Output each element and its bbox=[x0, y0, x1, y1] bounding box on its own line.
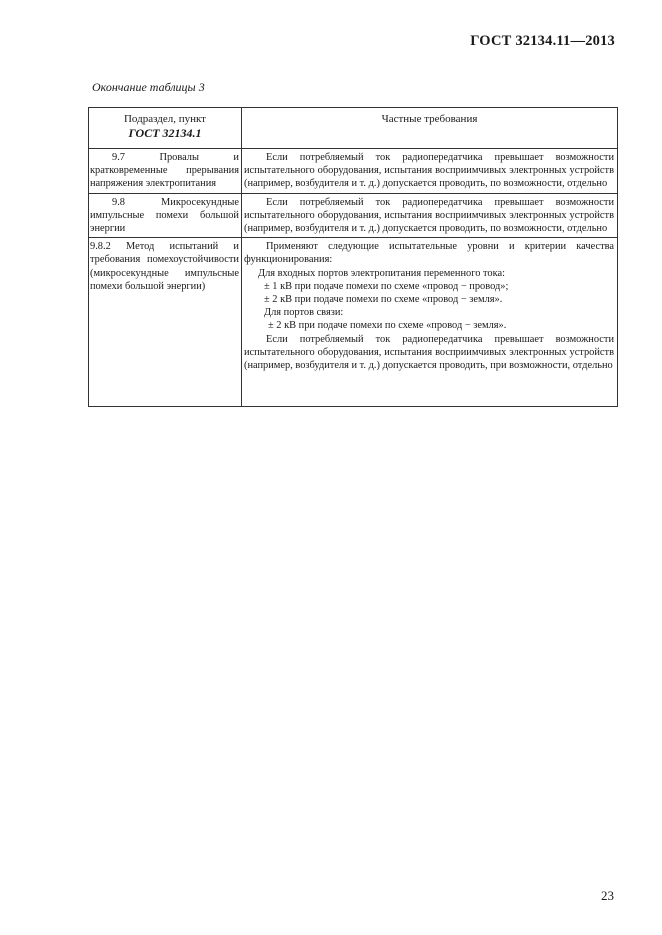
requirement-cell bbox=[242, 193, 618, 238]
requirement-text: Если потребляемый ток радиопередатчика превышает возможности испытательного оборудования, испытания восприимчивых электронных устройств (например, возбудителя и т. д.) допускается проводить, по возможности, отдельно bbox=[244, 196, 614, 235]
table-row bbox=[89, 193, 618, 238]
section-cell bbox=[89, 238, 242, 407]
section-cell bbox=[89, 193, 242, 238]
table-header-row bbox=[89, 108, 618, 149]
col-header-requirements: Частные требования bbox=[242, 108, 618, 149]
requirement-text: Для портов связи: bbox=[264, 307, 344, 319]
requirement-text: ± 2 кВ при подаче помехи по схеме «провод − земля». bbox=[264, 294, 503, 306]
standard-code-header: ГОСТ 32134.11—2013 bbox=[470, 33, 615, 49]
page-number: 23 bbox=[601, 888, 614, 903]
col-header-section-ref: ГОСТ 32134.1 bbox=[128, 126, 202, 140]
requirement-text: Если потребляемый ток радиопередатчика превышает возможности испытательного оборудования, испытания восприимчивых электронных устройств (например, возбудителя и т. д.) допускается проводить, по возможности, отдельно bbox=[244, 152, 614, 190]
section-text: 9.8 Микросекундные импульсные помехи большой энергии bbox=[90, 196, 239, 235]
table-row bbox=[89, 149, 618, 194]
requirement-text: Если потребляемый ток радиопередатчика превышает возможности испытательного оборудования, испытания восприимчивых электронных устройств (например, возбудителя и т. д.) допускается проводить, при возможности, отдельно bbox=[244, 333, 614, 372]
requirement-text: ± 2 кВ при подаче помехи по схеме «провод − земля». bbox=[268, 320, 507, 332]
requirements-table bbox=[88, 107, 618, 407]
requirement-text: Для входных портов электропитания переменного тока: bbox=[258, 267, 505, 279]
section-cell bbox=[89, 149, 242, 194]
table-caption: Окончание таблицы 3 bbox=[92, 80, 205, 94]
col-header-section bbox=[89, 108, 242, 149]
table-row bbox=[89, 238, 618, 407]
requirement-text: Применяют следующие испытательные уровни и критерии качества функционирования: bbox=[244, 241, 614, 266]
section-text: 9.7 Провалы и кратковременные прерывания напряжения электропитания bbox=[90, 152, 239, 190]
requirement-text: ± 1 кВ при подаче помехи по схеме «провод − провод»; bbox=[264, 280, 509, 292]
col-header-section-label: Подраздел, пункт bbox=[123, 113, 206, 125]
section-text: 9.8.2 Метод испытаний и требования помехоустойчивости (микросекундные импульсные помехи большой энергии) bbox=[90, 241, 239, 292]
requirement-cell bbox=[242, 238, 618, 407]
requirement-cell bbox=[242, 149, 618, 194]
